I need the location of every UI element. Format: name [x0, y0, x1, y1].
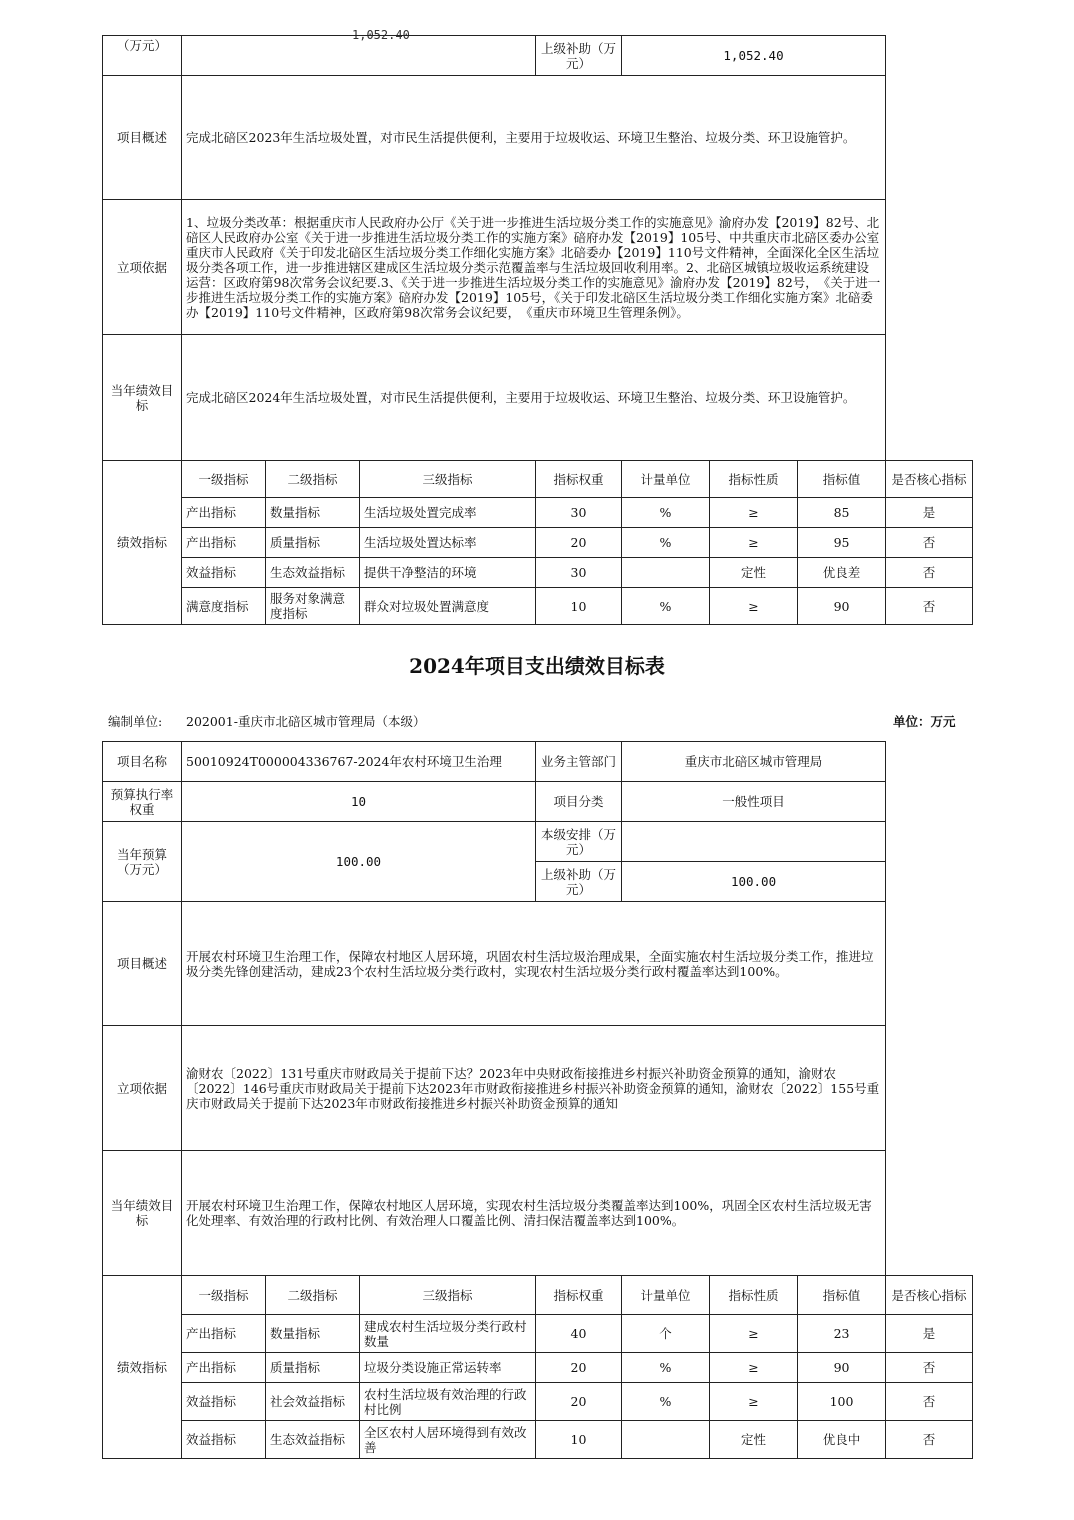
goal-text: 完成北碚区2024年生活垃圾处置，对市民生活提供便利，主要用于垃圾收运、环境卫生整治、垃圾分类、环卫设施管护。	[182, 335, 886, 461]
table-row	[103, 558, 973, 588]
header-core: 是否核心指标	[886, 461, 973, 498]
cell-nature: ≥	[710, 1353, 798, 1383]
cell-level3: 生活垃圾处置完成率	[360, 498, 536, 528]
bottom-performance-table	[102, 741, 973, 1459]
cell-unit: %	[622, 498, 710, 528]
cell-unit	[622, 558, 710, 588]
top-performance-table	[102, 35, 973, 625]
superior-subsidy-value: 1,052.40	[622, 36, 886, 76]
compiler-value: 202001-重庆市北碚区城市管理局（本级）	[186, 714, 426, 729]
cell-core: 否	[886, 558, 973, 588]
compiler-label: 编制单位:	[108, 714, 163, 729]
header-nature: 指标性质	[710, 461, 798, 498]
cell-unit: %	[622, 588, 710, 625]
cell-level2: 质量指标	[266, 528, 360, 558]
cell-value: 85	[798, 498, 886, 528]
cell-unit	[622, 1421, 710, 1459]
cell-weight: 10	[536, 588, 622, 625]
cell-value: 90	[798, 1353, 886, 1383]
table-row	[103, 528, 973, 558]
cell-nature: ≥	[710, 498, 798, 528]
cell-level1: 效益指标	[182, 1383, 266, 1421]
header-value: 指标值	[798, 1276, 886, 1315]
cell-level3: 群众对垃圾处置满意度	[360, 588, 536, 625]
overview-label: 项目概述	[103, 76, 182, 200]
cell-weight: 20	[536, 1383, 622, 1421]
cell-level2: 数量指标	[266, 498, 360, 528]
cell-nature: ≥	[710, 1383, 798, 1421]
cell-unit: %	[622, 528, 710, 558]
cell-level2: 社会效益指标	[266, 1383, 360, 1421]
cell-core: 是	[886, 1315, 973, 1353]
header-level2: 二级指标	[266, 1276, 360, 1315]
basis-label: 立项依据	[103, 200, 182, 335]
cell-level3: 农村生活垃圾有效治理的行政村比例	[360, 1383, 536, 1421]
goal-text: 开展农村环境卫生治理工作，保障农村地区人居环境，实现农村生活垃圾分类覆盖率达到100%，巩固全区农村生活垃圾无害化处理率、有效治理的行政村比例、有效治理人口覆盖比例、清扫保洁覆盖率达到100%。	[182, 1151, 886, 1276]
cell-core: 否	[886, 1421, 973, 1459]
table-row	[103, 1421, 973, 1459]
table-row	[103, 1315, 973, 1353]
table-row	[103, 498, 973, 528]
cell-core: 否	[886, 588, 973, 625]
cell-weight: 30	[536, 558, 622, 588]
page-title: 2024年项目支出绩效目标表	[409, 654, 665, 678]
cell-level3: 垃圾分类设施正常运转率	[360, 1353, 536, 1383]
cell-value: 90	[798, 588, 886, 625]
header-unit: 计量单位	[622, 1276, 710, 1315]
table-row	[103, 1383, 973, 1421]
local-arrangement-value	[622, 822, 886, 862]
perf-indicators-label: 绩效指标	[103, 1276, 182, 1459]
cell-weight: 20	[536, 1353, 622, 1383]
exec-rate-label: 预算执行率权重	[103, 782, 182, 822]
dept-label: 业务主管部门	[536, 742, 622, 782]
perf-indicators-label: 绩效指标	[103, 461, 182, 625]
cell-level3: 生活垃圾处置达标率	[360, 528, 536, 558]
table-row	[103, 1353, 973, 1383]
cell-level3: 建成农村生活垃圾分类行政村数量	[360, 1315, 536, 1353]
cell-weight: 10	[536, 1421, 622, 1459]
cell-nature: 定性	[710, 558, 798, 588]
cell-level2: 数量指标	[266, 1315, 360, 1353]
table-row	[103, 588, 973, 625]
cell-nature: 定性	[710, 1421, 798, 1459]
goal-label: 当年绩效目标	[103, 335, 182, 461]
cell-level1: 满意度指标	[182, 588, 266, 625]
cell-level2: 生态效益指标	[266, 558, 360, 588]
goal-label: 当年绩效目标	[103, 1151, 182, 1276]
cell-value: 95	[798, 528, 886, 558]
superior-subsidy-label: 上级补助（万元）	[536, 36, 622, 76]
cell-unit: %	[622, 1353, 710, 1383]
budget-value: 100.00	[182, 822, 536, 902]
cell-weight: 40	[536, 1315, 622, 1353]
header-level1: 一级指标	[182, 461, 266, 498]
exec-rate-value: 10	[182, 782, 536, 822]
cell-level1: 产出指标	[182, 1353, 266, 1383]
cell-unit: 个	[622, 1315, 710, 1353]
project-name-value: 50010924T000004336767-2024年农村环境卫生治理	[182, 742, 536, 782]
cell-level1: 效益指标	[182, 1421, 266, 1459]
cell-value: 优良中	[798, 1421, 886, 1459]
basis-label: 立项依据	[103, 1026, 182, 1151]
overview-text: 开展农村环境卫生治理工作，保障农村地区人居环境，巩固农村生活垃圾治理成果，全面实施农村生活垃圾分类工作，推进垃圾分类先锋创建活动，建成23个农村生活垃圾分类行政村，实现农村生活垃圾分类行政村覆盖率达到100%。	[182, 902, 886, 1026]
cell-level3: 全区农村人居环境得到有效改善	[360, 1421, 536, 1459]
basis-text: 渝财农〔2022〕131号重庆市财政局关于提前下达？2023年中央财政衔接推进乡村振兴补助资金预算的通知，渝财农〔2022〕146号重庆市财政局关于提前下达2023年市财政衔接推进乡村振兴补助资金预算的通知，渝财农〔2022〕155号重庆市财政局关于提前下达2023年市财政衔接推进乡村振兴补助资金预算的通知	[182, 1026, 886, 1151]
header-value: 指标值	[798, 461, 886, 498]
overview-label: 项目概述	[103, 902, 182, 1026]
superior-subsidy-value: 100.00	[622, 862, 886, 902]
cell-nature: ≥	[710, 1315, 798, 1353]
cell-weight: 30	[536, 498, 622, 528]
cell-value: 优良差	[798, 558, 886, 588]
category-value: 一般性项目	[622, 782, 886, 822]
header-weight: 指标权重	[536, 461, 622, 498]
header-level2: 二级指标	[266, 461, 360, 498]
header-nature: 指标性质	[710, 1276, 798, 1315]
cell-level3: 提供干净整洁的环境	[360, 558, 536, 588]
superior-subsidy-label: 上级补助（万元）	[536, 862, 622, 902]
budget-value-cell	[182, 36, 536, 76]
cell-core: 是	[886, 498, 973, 528]
cell-value: 23	[798, 1315, 886, 1353]
cell-level1: 效益指标	[182, 558, 266, 588]
category-label: 项目分类	[536, 782, 622, 822]
unit-text: 单位：万元	[893, 714, 956, 729]
cell-core: 否	[886, 1383, 973, 1421]
header-weight: 指标权重	[536, 1276, 622, 1315]
basis-text: 1、垃圾分类改革：根据重庆市人民政府办公厅《关于进一步推进生活垃圾分类工作的实施意见》渝府办发【2019】82号、北碚区人民政府办公室《关于进一步推进生活垃圾分类工作的实施方案》碚府办发【2019】105号、中共重庆市北碚区委办公室重庆市人民政府《关于印发北碚区生活垃圾分类工作细化实施方案》北碚委办【2019】110号文件精神，全面深化全区生活垃圾分类各项工作，进一步推进辖区建成区生活垃圾分类示范覆盖率与生活垃圾回收利用率。2、北碚区城镇垃圾收运系统建设运营：区政府第98次常务会议纪要.3、《关于进一步推进生活垃圾分类工作的实施意见》渝府办发【2019】82号， 《关于进一步推进生活垃圾分类工作的实施方案》碚府办发【2019】105号，《关于印发北碚区生活垃圾分类工作细化实施方案》北碚委办【2019】110号文件精神，区政府第98次常务会议纪要， 《重庆市环境卫生管理条例》。	[182, 200, 886, 335]
header-core: 是否核心指标	[886, 1276, 973, 1315]
overview-text: 完成北碚区2023年生活垃圾处置，对市民生活提供便利，主要用于垃圾收运、环境卫生整治、垃圾分类、环卫设施管护。	[182, 76, 886, 200]
cell-level1: 产出指标	[182, 498, 266, 528]
cell-weight: 20	[536, 528, 622, 558]
project-name-label: 项目名称	[103, 742, 182, 782]
cell-value: 100	[798, 1383, 886, 1421]
budget-label: 当年预算（万元）	[103, 822, 182, 902]
dept-value: 重庆市北碚区城市管理局	[622, 742, 886, 782]
cell-nature: ≥	[710, 588, 798, 625]
cell-level2: 生态效益指标	[266, 1421, 360, 1459]
cell-level2: 质量指标	[266, 1353, 360, 1383]
cell-level1: 产出指标	[182, 1315, 266, 1353]
cell-nature: ≥	[710, 528, 798, 558]
cell-core: 否	[886, 528, 973, 558]
budget-value-partial: 1,052.40	[352, 28, 410, 42]
cell-core: 否	[886, 1353, 973, 1383]
header-unit: 计量单位	[622, 461, 710, 498]
cell-level1: 产出指标	[182, 528, 266, 558]
header-level3: 三级指标	[360, 1276, 536, 1315]
local-arrangement-label: 本级安排（万元）	[536, 822, 622, 862]
cell-unit: %	[622, 1383, 710, 1421]
header-level3: 三级指标	[360, 461, 536, 498]
budget-unit-label: （万元）	[103, 36, 182, 76]
cell-level2: 服务对象满意度指标	[266, 588, 360, 625]
header-level1: 一级指标	[182, 1276, 266, 1315]
